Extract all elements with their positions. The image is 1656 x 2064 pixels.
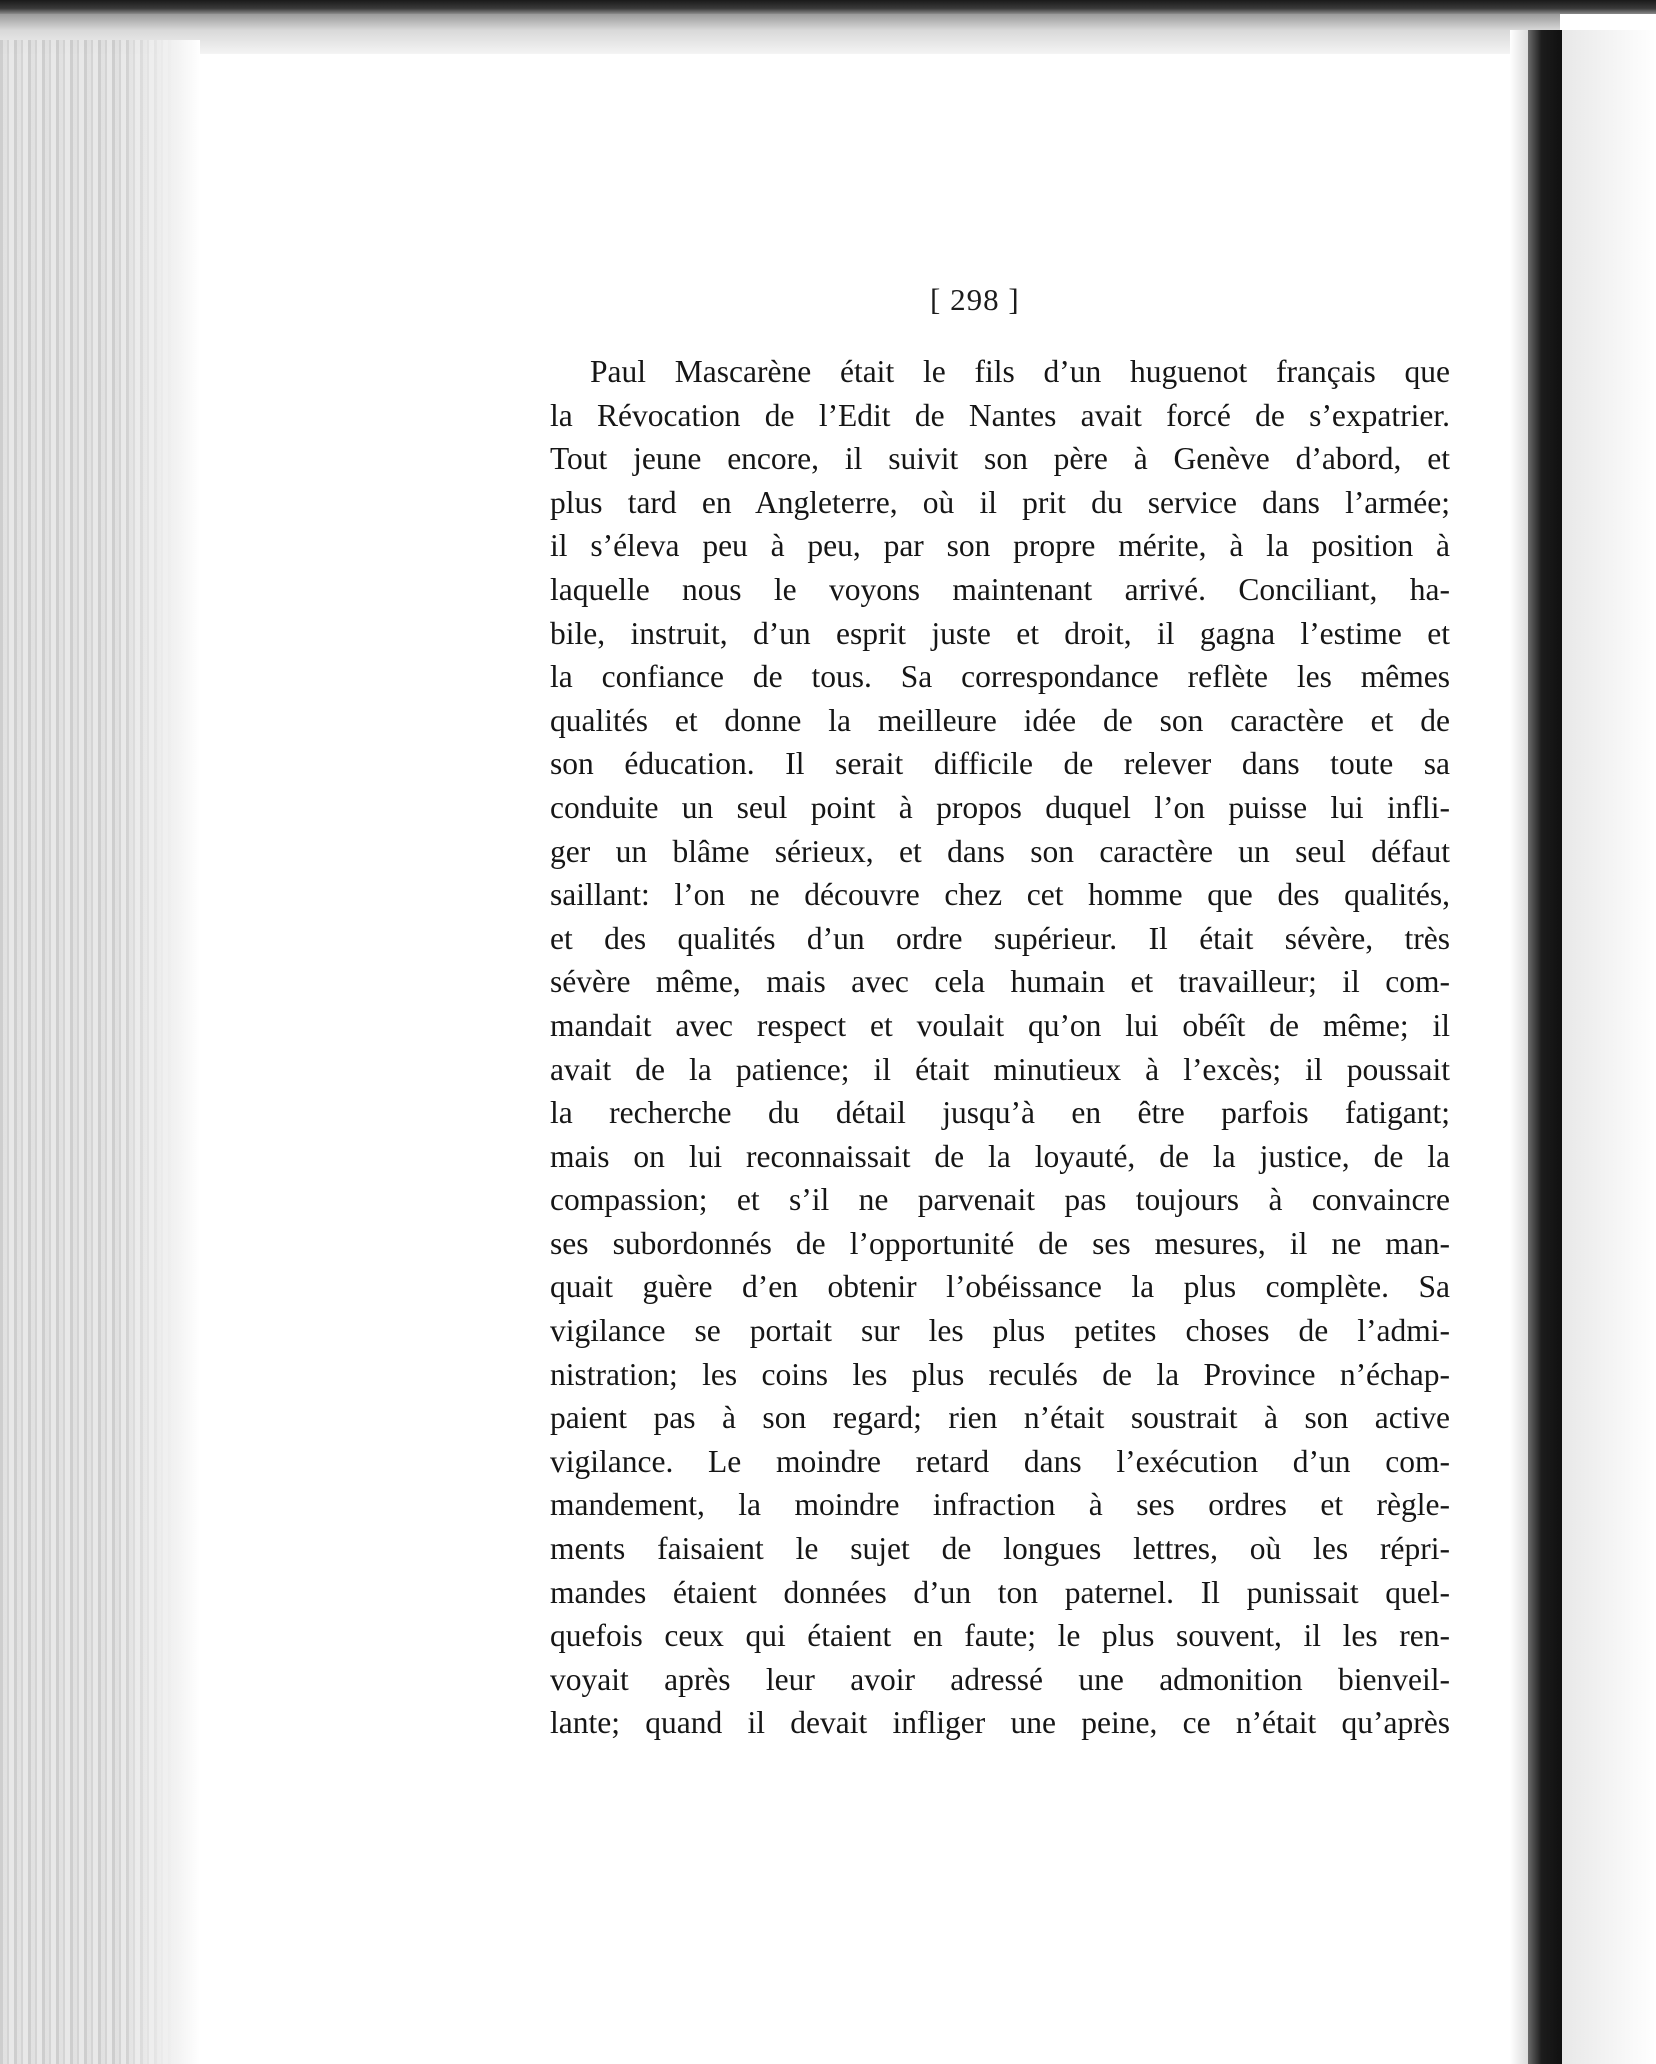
- text-line: bile, instruit, d’un esprit juste et droit, il gagna l’estime et: [550, 615, 1450, 651]
- text-line: mandement, la moindre infraction à ses ordres et règle-: [550, 1487, 1450, 1523]
- book-page-stack-fade: [120, 40, 200, 2064]
- text-line: la Révocation de l’Edit de Nantes avait forcé de s’expatrier.: [550, 397, 1450, 433]
- text-line: et des qualités d’un ordre supérieur. Il était sévère, très: [550, 920, 1450, 956]
- text-line: mandait avec respect et voulait qu’on lui obéît de même; il: [550, 1007, 1450, 1043]
- text-line: voyait après leur avoir adressé une admonition bienveil-: [550, 1661, 1450, 1697]
- text-line: sévère même, mais avec cela humain et travailleur; il com-: [550, 964, 1450, 1000]
- text-line: conduite un seul point à propos duquel l’on puisse lui infli-: [550, 789, 1450, 825]
- body-paragraph: [550, 350, 1450, 1745]
- book-binding: [1528, 30, 1562, 2064]
- text-line: paient pas à son regard; rien n’était soustrait à son active: [550, 1400, 1450, 1436]
- text-line: la recherche du détail jusqu’à en être parfois fatigant;: [550, 1095, 1450, 1131]
- text-line: plus tard en Angleterre, où il prit du service dans l’armée;: [550, 484, 1450, 520]
- text-line: Tout jeune encore, il suivit son père à Genève d’abord, et: [550, 441, 1450, 477]
- text-line: vigilance se portait sur les plus petites choses de l’admi-: [550, 1313, 1450, 1349]
- text-line: il s’éleva peu à peu, par son propre mérite, à la position à: [550, 528, 1450, 564]
- text-line: son éducation. Il serait difficile de relever dans toute sa: [550, 746, 1450, 782]
- scan-top-shadow: [0, 14, 1560, 54]
- text-line: quefois ceux qui étaient en faute; le plus souvent, il les ren-: [550, 1618, 1450, 1654]
- text-line: avait de la patience; il était minutieux à l’excès; il poussait: [550, 1051, 1450, 1087]
- text-line: quait guère d’en obtenir l’obéissance la plus complète. Sa: [550, 1269, 1450, 1305]
- text-line: ger un blâme sérieux, et dans son caractère un seul défaut: [550, 833, 1450, 869]
- text-line: Paul Mascarène était le fils d’un huguenot français que: [590, 354, 1450, 389]
- text-line: lante; quand il devait infliger une peine, ce n’était qu’après: [550, 1705, 1450, 1741]
- text-line: mais on lui reconnaissait de la loyauté, de la justice, de la: [550, 1138, 1450, 1174]
- facing-page-edge: [1562, 30, 1656, 2064]
- text-line: la confiance de tous. Sa correspondance reflète les mêmes: [550, 659, 1450, 695]
- text-line: vigilance. Le moindre retard dans l’exécution d’un com-: [550, 1443, 1450, 1479]
- scan-top-edge: [0, 0, 1656, 14]
- page-number: [ 298 ]: [930, 282, 1020, 317]
- text-line: ses subordonnés de l’opportunité de ses mesures, il ne man-: [550, 1225, 1450, 1261]
- page-gutter-shadow: [1510, 30, 1530, 2064]
- text-line: nistration; les coins les plus reculés de la Province n’échap-: [550, 1356, 1450, 1392]
- text-line: laquelle nous le voyons maintenant arrivé. Conciliant, ha-: [550, 571, 1450, 607]
- text-line: compassion; et s’il ne parvenait pas toujours à convaincre: [550, 1182, 1450, 1218]
- text-line: mandes étaient données d’un ton paternel. Il punissait quel-: [550, 1574, 1450, 1610]
- text-line: saillant: l’on ne découvre chez cet homme que des qualités,: [550, 877, 1450, 913]
- text-line: ments faisaient le sujet de longues lettres, où les répri-: [550, 1531, 1450, 1567]
- text-line: qualités et donne la meilleure idée de son caractère et de: [550, 702, 1450, 738]
